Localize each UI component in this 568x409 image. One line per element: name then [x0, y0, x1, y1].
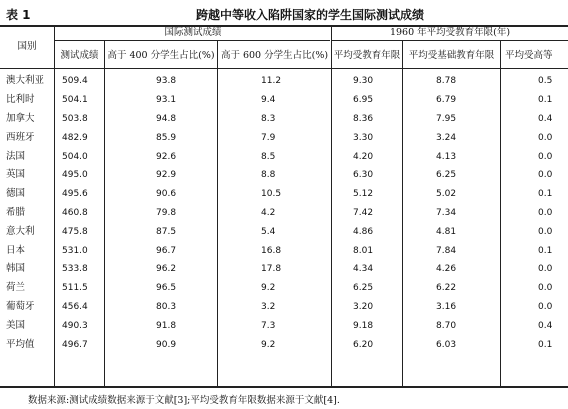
value-cell: 5.4	[261, 226, 276, 237]
country-cell: 葡萄牙	[6, 300, 35, 312]
group2-underline	[332, 40, 568, 41]
value-cell: 7.42	[353, 207, 374, 218]
bottom-rule	[0, 386, 568, 388]
value-cell: 8.8	[261, 170, 276, 181]
country-cell: 意大利	[6, 225, 35, 237]
value-cell: 482.9	[62, 132, 88, 143]
country-cell: 韩国	[6, 263, 26, 275]
value-cell: 87.5	[156, 226, 177, 237]
country-cell: 英国	[6, 169, 26, 181]
value-cell: 531.0	[62, 245, 88, 256]
value-cell: 0.0	[538, 132, 553, 143]
value-cell: 90.9	[156, 339, 177, 350]
value-cell: 16.8	[261, 245, 282, 256]
value-cell: 0.1	[538, 339, 553, 350]
value-cell: 3.16	[436, 301, 457, 312]
value-cell: 533.8	[62, 264, 88, 275]
value-cell: 9.2	[261, 283, 276, 294]
table-row	[0, 335, 568, 354]
value-cell: 96.7	[156, 245, 177, 256]
table-row	[0, 241, 568, 260]
header-col-above400: 高于 400 分学生占比(%)	[107, 50, 215, 61]
country-cell: 希腊	[6, 206, 26, 218]
value-cell: 0.0	[538, 170, 553, 181]
value-cell: 0.0	[538, 151, 553, 162]
header-country: 国别	[17, 41, 37, 52]
header-col-score: 测试成绩	[60, 50, 99, 61]
table-number: 表 1	[6, 8, 31, 22]
value-cell: 4.81	[436, 226, 457, 237]
value-cell: 7.34	[436, 207, 457, 218]
value-cell: 5.12	[353, 189, 374, 200]
value-cell: 4.34	[353, 264, 374, 275]
country-cell: 荷兰	[6, 282, 26, 294]
value-cell: 495.0	[62, 170, 88, 181]
header-group-test: 国际测试成绩	[164, 27, 222, 38]
value-cell: 93.1	[156, 95, 177, 106]
header-group-education: 1960 年平均受教育年限(年)	[389, 27, 511, 38]
value-cell: 7.95	[436, 113, 457, 124]
value-cell: 3.30	[353, 132, 374, 143]
value-cell: 456.4	[62, 301, 88, 312]
country-cell: 西班牙	[6, 131, 35, 143]
country-cell: 美国	[6, 319, 26, 331]
table-row	[0, 91, 568, 110]
header-col-above600: 高于 600 分学生占比(%)	[220, 50, 329, 61]
value-cell: 0.4	[538, 113, 553, 124]
value-cell: 4.26	[436, 264, 457, 275]
value-cell: 9.18	[353, 320, 374, 331]
value-cell: 79.8	[156, 207, 177, 218]
value-cell: 6.25	[436, 170, 457, 181]
value-cell: 4.2	[261, 207, 276, 218]
value-cell: 7.84	[436, 245, 457, 256]
header-bottom-rule	[0, 68, 568, 69]
table-row	[0, 72, 568, 91]
value-cell: 6.22	[436, 283, 457, 294]
value-cell: 6.79	[436, 95, 457, 106]
value-cell: 496.7	[62, 339, 88, 350]
value-cell: 3.20	[353, 301, 374, 312]
country-cell: 日本	[6, 244, 26, 256]
country-cell: 澳大利亚	[6, 75, 45, 87]
value-cell: 0.0	[538, 264, 553, 275]
table-row	[0, 204, 568, 223]
value-cell: 0.1	[538, 189, 553, 200]
header-col-avg-years: 平均受教育年限	[333, 50, 401, 61]
value-cell: 7.3	[261, 320, 276, 331]
value-cell: 8.3	[261, 113, 276, 124]
value-cell: 10.5	[261, 189, 282, 200]
value-cell: 8.70	[436, 320, 457, 331]
table-row	[0, 147, 568, 166]
value-cell: 0.0	[538, 207, 553, 218]
value-cell: 92.6	[156, 151, 177, 162]
table-row	[0, 110, 568, 129]
value-cell: 504.1	[62, 95, 88, 106]
value-cell: 4.20	[353, 151, 374, 162]
value-cell: 495.6	[62, 189, 88, 200]
value-cell: 504.0	[62, 151, 88, 162]
value-cell: 8.01	[353, 245, 374, 256]
value-cell: 94.8	[156, 113, 177, 124]
table-row	[0, 298, 568, 317]
value-cell: 6.30	[353, 170, 374, 181]
value-cell: 460.8	[62, 207, 88, 218]
value-cell: 80.3	[156, 301, 177, 312]
value-cell: 511.5	[62, 283, 88, 294]
table-title: 跨越中等收入陷阱国家的学生国际测试成绩	[195, 8, 424, 22]
value-cell: 17.8	[261, 264, 282, 275]
value-cell: 0.1	[538, 95, 553, 106]
value-cell: 92.9	[156, 170, 177, 181]
table-row	[0, 166, 568, 185]
table-row	[0, 185, 568, 204]
country-cell: 德国	[6, 188, 26, 200]
value-cell: 6.20	[353, 339, 374, 350]
value-cell: 0.0	[538, 283, 553, 294]
value-cell: 85.9	[156, 132, 177, 143]
value-cell: 8.5	[261, 151, 276, 162]
value-cell: 9.4	[261, 95, 276, 106]
value-cell: 90.6	[156, 189, 177, 200]
data-table	[0, 72, 568, 354]
value-cell: 96.5	[156, 283, 177, 294]
value-cell: 91.8	[156, 320, 177, 331]
value-cell: 7.9	[261, 132, 276, 143]
value-cell: 93.8	[156, 76, 177, 87]
source-note: 数据来源:测试成绩数据来源于文献[3];平均受教育年限数据来源于文献[4].	[28, 395, 340, 406]
value-cell: 8.78	[436, 76, 457, 87]
value-cell: 3.2	[261, 301, 276, 312]
value-cell: 0.0	[538, 226, 553, 237]
country-cell: 法国	[6, 150, 26, 162]
table-caption	[0, 2, 568, 26]
value-cell: 6.95	[353, 95, 374, 106]
value-cell: 5.02	[436, 189, 457, 200]
value-cell: 6.03	[436, 339, 457, 350]
table-row	[0, 316, 568, 335]
value-cell: 96.2	[156, 264, 177, 275]
value-cell: 4.86	[353, 226, 374, 237]
value-cell: 509.4	[62, 76, 88, 87]
value-cell: 503.8	[62, 113, 88, 124]
value-cell: 6.25	[353, 283, 374, 294]
value-cell: 0.0	[538, 301, 553, 312]
country-cell: 平均值	[6, 338, 35, 350]
value-cell: 490.3	[62, 320, 88, 331]
value-cell: 3.24	[436, 132, 457, 143]
value-cell: 9.2	[261, 339, 276, 350]
country-cell: 比利时	[6, 94, 35, 106]
value-cell: 475.8	[62, 226, 88, 237]
value-cell: 9.30	[353, 76, 374, 87]
value-cell: 8.36	[353, 113, 374, 124]
table-row	[0, 128, 568, 147]
value-cell: 0.1	[538, 245, 553, 256]
value-cell: 0.5	[538, 76, 553, 87]
table-row	[0, 260, 568, 279]
country-cell: 加拿大	[6, 112, 35, 124]
header-col-basic-years: 平均受基础教育年限	[408, 50, 495, 61]
group1-underline	[55, 40, 330, 41]
header-col-higher-years: 平均受高等	[505, 50, 553, 61]
value-cell: 0.4	[538, 320, 553, 331]
table-row	[0, 279, 568, 298]
value-cell: 4.13	[436, 151, 457, 162]
table-row	[0, 222, 568, 241]
value-cell: 11.2	[261, 76, 282, 87]
